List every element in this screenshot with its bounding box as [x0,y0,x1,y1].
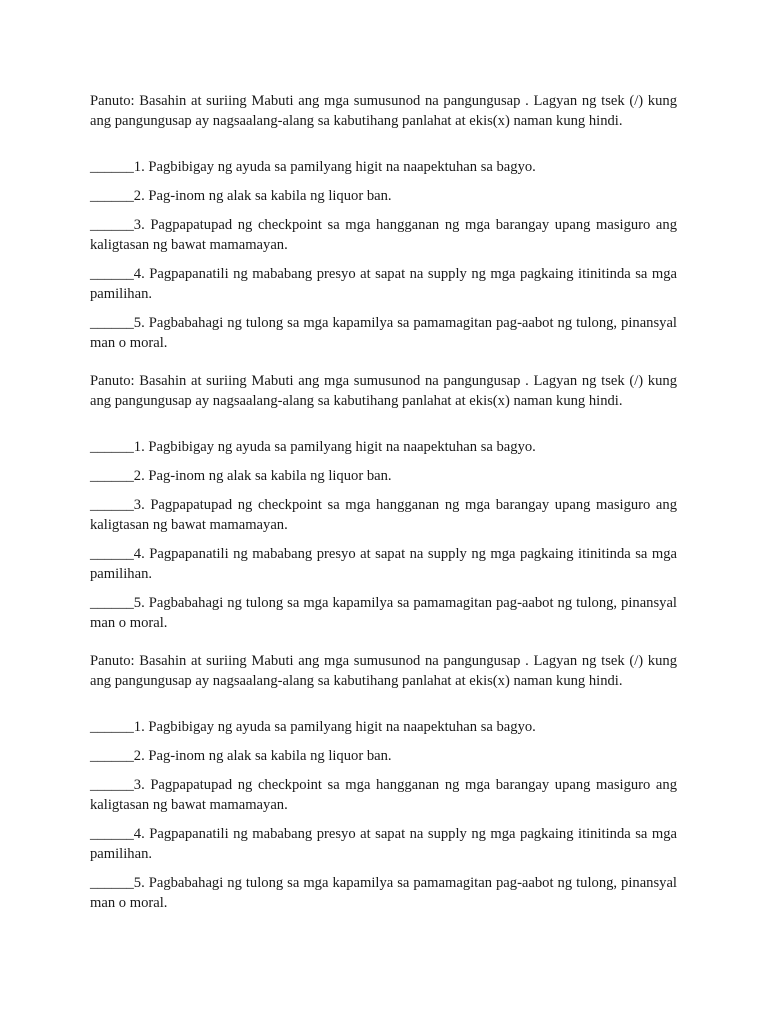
answer-blank[interactable]: ______ [90,875,134,891]
answer-blank[interactable]: ______ [90,217,134,233]
item-text: 2. Pag-inom ng alak sa kabila ng liquor ban. [133,188,392,204]
item-text: 5. Pagbabahagi ng tulong sa mga kapamilya sa pamamagitan pag-aabot ng tulong, pinansyal man o moral. [90,875,677,911]
answer-blank[interactable]: ______ [90,719,134,735]
answer-blank[interactable]: ______ [90,777,134,793]
answer-blank[interactable]: ______ [90,748,134,764]
list-item [90,593,677,633]
worksheet-block-3 [90,651,677,913]
item-text: 4. Pagpapanatili ng mababang presyo at sapat na supply ng mga pagkaing itinitinda sa mga pamilihan. [90,546,677,582]
item-text: 5. Pagbabahagi ng tulong sa mga kapamilya sa pamamagitan pag-aabot ng tulong, pinansyal man o moral. [90,595,677,631]
item-text: 1. Pagbibigay ng ayuda sa pamilyang higit na naapektuhan sa bagyo. [133,159,536,175]
list-item [90,313,677,353]
item-text: 3. Pagpapatupad ng checkpoint sa mga hangganan ng mga barangay upang masiguro ang kaligtasan ng bawat mamamayan. [90,217,677,253]
item-text: 2. Pag-inom ng alak sa kabila ng liquor ban. [133,748,392,764]
instruction-text: Panuto: Basahin at suriing Mabuti ang mga sumusunod na pangungusap . Lagyan ng tsek (/) kung ang pangungusap ay nagsaalang-alang sa kabutihang panlahat at ekis(x) naman kung hindi. [90,373,677,409]
list-item [90,717,677,737]
answer-blank[interactable]: ______ [90,266,134,282]
document-page [90,91,677,931]
item-text: 1. Pagbibigay ng ayuda sa pamilyang higit na naapektuhan sa bagyo. [133,719,536,735]
answer-blank[interactable]: ______ [90,497,134,513]
list-item [90,437,677,457]
item-text: 1. Pagbibigay ng ayuda sa pamilyang higit na naapektuhan sa bagyo. [133,439,536,455]
answer-blank[interactable]: ______ [90,439,134,455]
list-item [90,157,677,177]
list-item [90,495,677,535]
item-text: 3. Pagpapatupad ng checkpoint sa mga hangganan ng mga barangay upang masiguro ang kaligtasan ng bawat mamamayan. [90,497,677,533]
item-text: 2. Pag-inom ng alak sa kabila ng liquor ban. [133,468,392,484]
list-item [90,824,677,864]
list-item [90,264,677,304]
answer-blank[interactable]: ______ [90,159,134,175]
worksheet-block-1 [90,91,677,353]
answer-blank[interactable]: ______ [90,595,134,611]
item-text: 4. Pagpapanatili ng mababang presyo at sapat na supply ng mga pagkaing itinitinda sa mga pamilihan. [90,266,677,302]
answer-blank[interactable]: ______ [90,546,134,562]
answer-blank[interactable]: ______ [90,188,134,204]
list-item [90,746,677,766]
worksheet-block-2 [90,371,677,633]
item-text: 4. Pagpapanatili ng mababang presyo at sapat na supply ng mga pagkaing itinitinda sa mga pamilihan. [90,826,677,862]
list-item [90,215,677,255]
instruction-text: Panuto: Basahin at suriing Mabuti ang mga sumusunod na pangungusap . Lagyan ng tsek (/) kung ang pangungusap ay nagsaalang-alang sa kabutihang panlahat at ekis(x) naman kung hindi. [90,93,677,129]
item-text: 5. Pagbabahagi ng tulong sa mga kapamilya sa pamamagitan pag-aabot ng tulong, pinansyal man o moral. [90,315,677,351]
list-item [90,775,677,815]
list-item [90,873,677,913]
answer-blank[interactable]: ______ [90,315,134,331]
list-item [90,466,677,486]
item-text: 3. Pagpapatupad ng checkpoint sa mga hangganan ng mga barangay upang masiguro ang kaligtasan ng bawat mamamayan. [90,777,677,813]
list-item [90,544,677,584]
answer-blank[interactable]: ______ [90,468,134,484]
list-item [90,186,677,206]
answer-blank[interactable]: ______ [90,826,134,842]
instruction-text: Panuto: Basahin at suriing Mabuti ang mga sumusunod na pangungusap . Lagyan ng tsek (/) kung ang pangungusap ay nagsaalang-alang sa kabutihang panlahat at ekis(x) naman kung hindi. [90,653,677,689]
